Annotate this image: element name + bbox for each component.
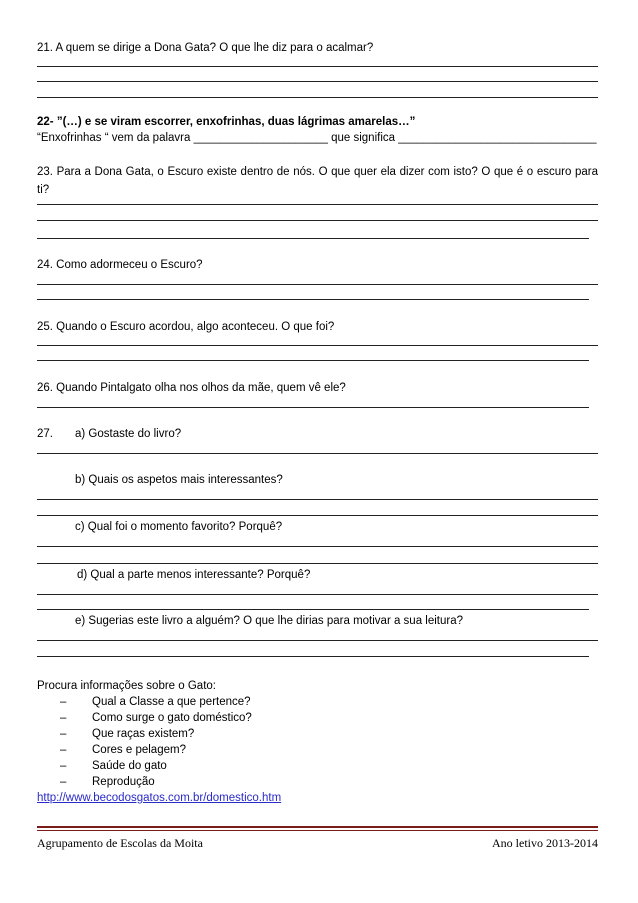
question-27b: b) Quais os aspetos mais interessantes?: [75, 474, 283, 486]
list-bullet: –: [60, 728, 67, 740]
question-22-title: 22- ”(…) e se viram escorrer, enxofrinhas, duas lágrimas amarelas…”: [37, 116, 416, 128]
list-item: Cores e pelagem?: [92, 744, 186, 756]
question-23: 23. Para a Dona Gata, o Escuro existe dentro de nós. O que quer ela dizer com isto? O que é o escuro para ti?: [37, 166, 598, 196]
question-27a: a) Gostaste do livro?: [75, 428, 182, 440]
list-item: Qual a Classe a que pertence?: [92, 696, 251, 708]
answer-line[interactable]: [37, 97, 598, 98]
answer-line[interactable]: [37, 515, 598, 516]
answer-line[interactable]: [37, 360, 589, 361]
list-bullet: –: [60, 760, 67, 772]
answer-line[interactable]: [37, 499, 598, 500]
answer-line[interactable]: [37, 656, 589, 657]
answer-line[interactable]: [37, 220, 598, 221]
footer-school: Agrupamento de Escolas da Moita: [37, 836, 203, 850]
question-26: 26. Quando Pintalgato olha nos olhos da mãe, quem vê ele?: [37, 382, 346, 394]
answer-line[interactable]: [37, 345, 598, 346]
answer-line[interactable]: [37, 609, 589, 610]
question-27-number: 27.: [37, 428, 53, 440]
list-bullet: –: [60, 744, 67, 756]
answer-line[interactable]: [37, 594, 598, 595]
question-21: 21. A quem se dirige a Dona Gata? O que lhe diz para o acalmar?: [37, 42, 374, 54]
question-25: 25. Quando o Escuro acordou, algo aconteceu. O que foi?: [37, 321, 335, 333]
answer-line[interactable]: [37, 81, 598, 82]
answer-line[interactable]: [37, 204, 598, 205]
answer-line[interactable]: [37, 238, 589, 239]
list-item: Que raças existem?: [92, 728, 195, 740]
question-27e: e) Sugerias este livro a alguém? O que lhe dirias para motivar a sua leitura?: [75, 615, 464, 627]
answer-line[interactable]: [37, 546, 598, 547]
answer-line[interactable]: [37, 563, 598, 564]
footer-year: Ano letivo 2013-2014: [492, 836, 598, 850]
research-intro: Procura informações sobre o Gato:: [37, 680, 216, 692]
answer-line[interactable]: [37, 299, 589, 300]
question-27c: c) Qual foi o momento favorito? Porquê?: [75, 521, 283, 533]
answer-line[interactable]: [37, 407, 589, 408]
answer-line[interactable]: [37, 66, 598, 67]
answer-line[interactable]: [37, 453, 598, 454]
list-item: Como surge o gato doméstico?: [92, 712, 252, 724]
answer-line[interactable]: [37, 640, 598, 641]
footer-rule: [37, 830, 598, 831]
footer-rule: [37, 826, 598, 828]
question-24: 24. Como adormeceu o Escuro?: [37, 259, 203, 271]
list-bullet: –: [60, 712, 67, 724]
list-item: Saúde do gato: [92, 760, 167, 772]
question-27d: d) Qual a parte menos interessante? Porquê?: [77, 569, 311, 581]
reference-link[interactable]: http://www.becodosgatos.com.br/domestico.htm: [37, 792, 282, 804]
list-item: Reprodução: [92, 776, 155, 788]
list-bullet: –: [60, 696, 67, 708]
list-bullet: –: [60, 776, 67, 788]
question-22-line: “Enxofrinhas “ vem da palavra _____________________ que significa _______________________________: [37, 132, 597, 144]
answer-line[interactable]: [37, 284, 598, 285]
